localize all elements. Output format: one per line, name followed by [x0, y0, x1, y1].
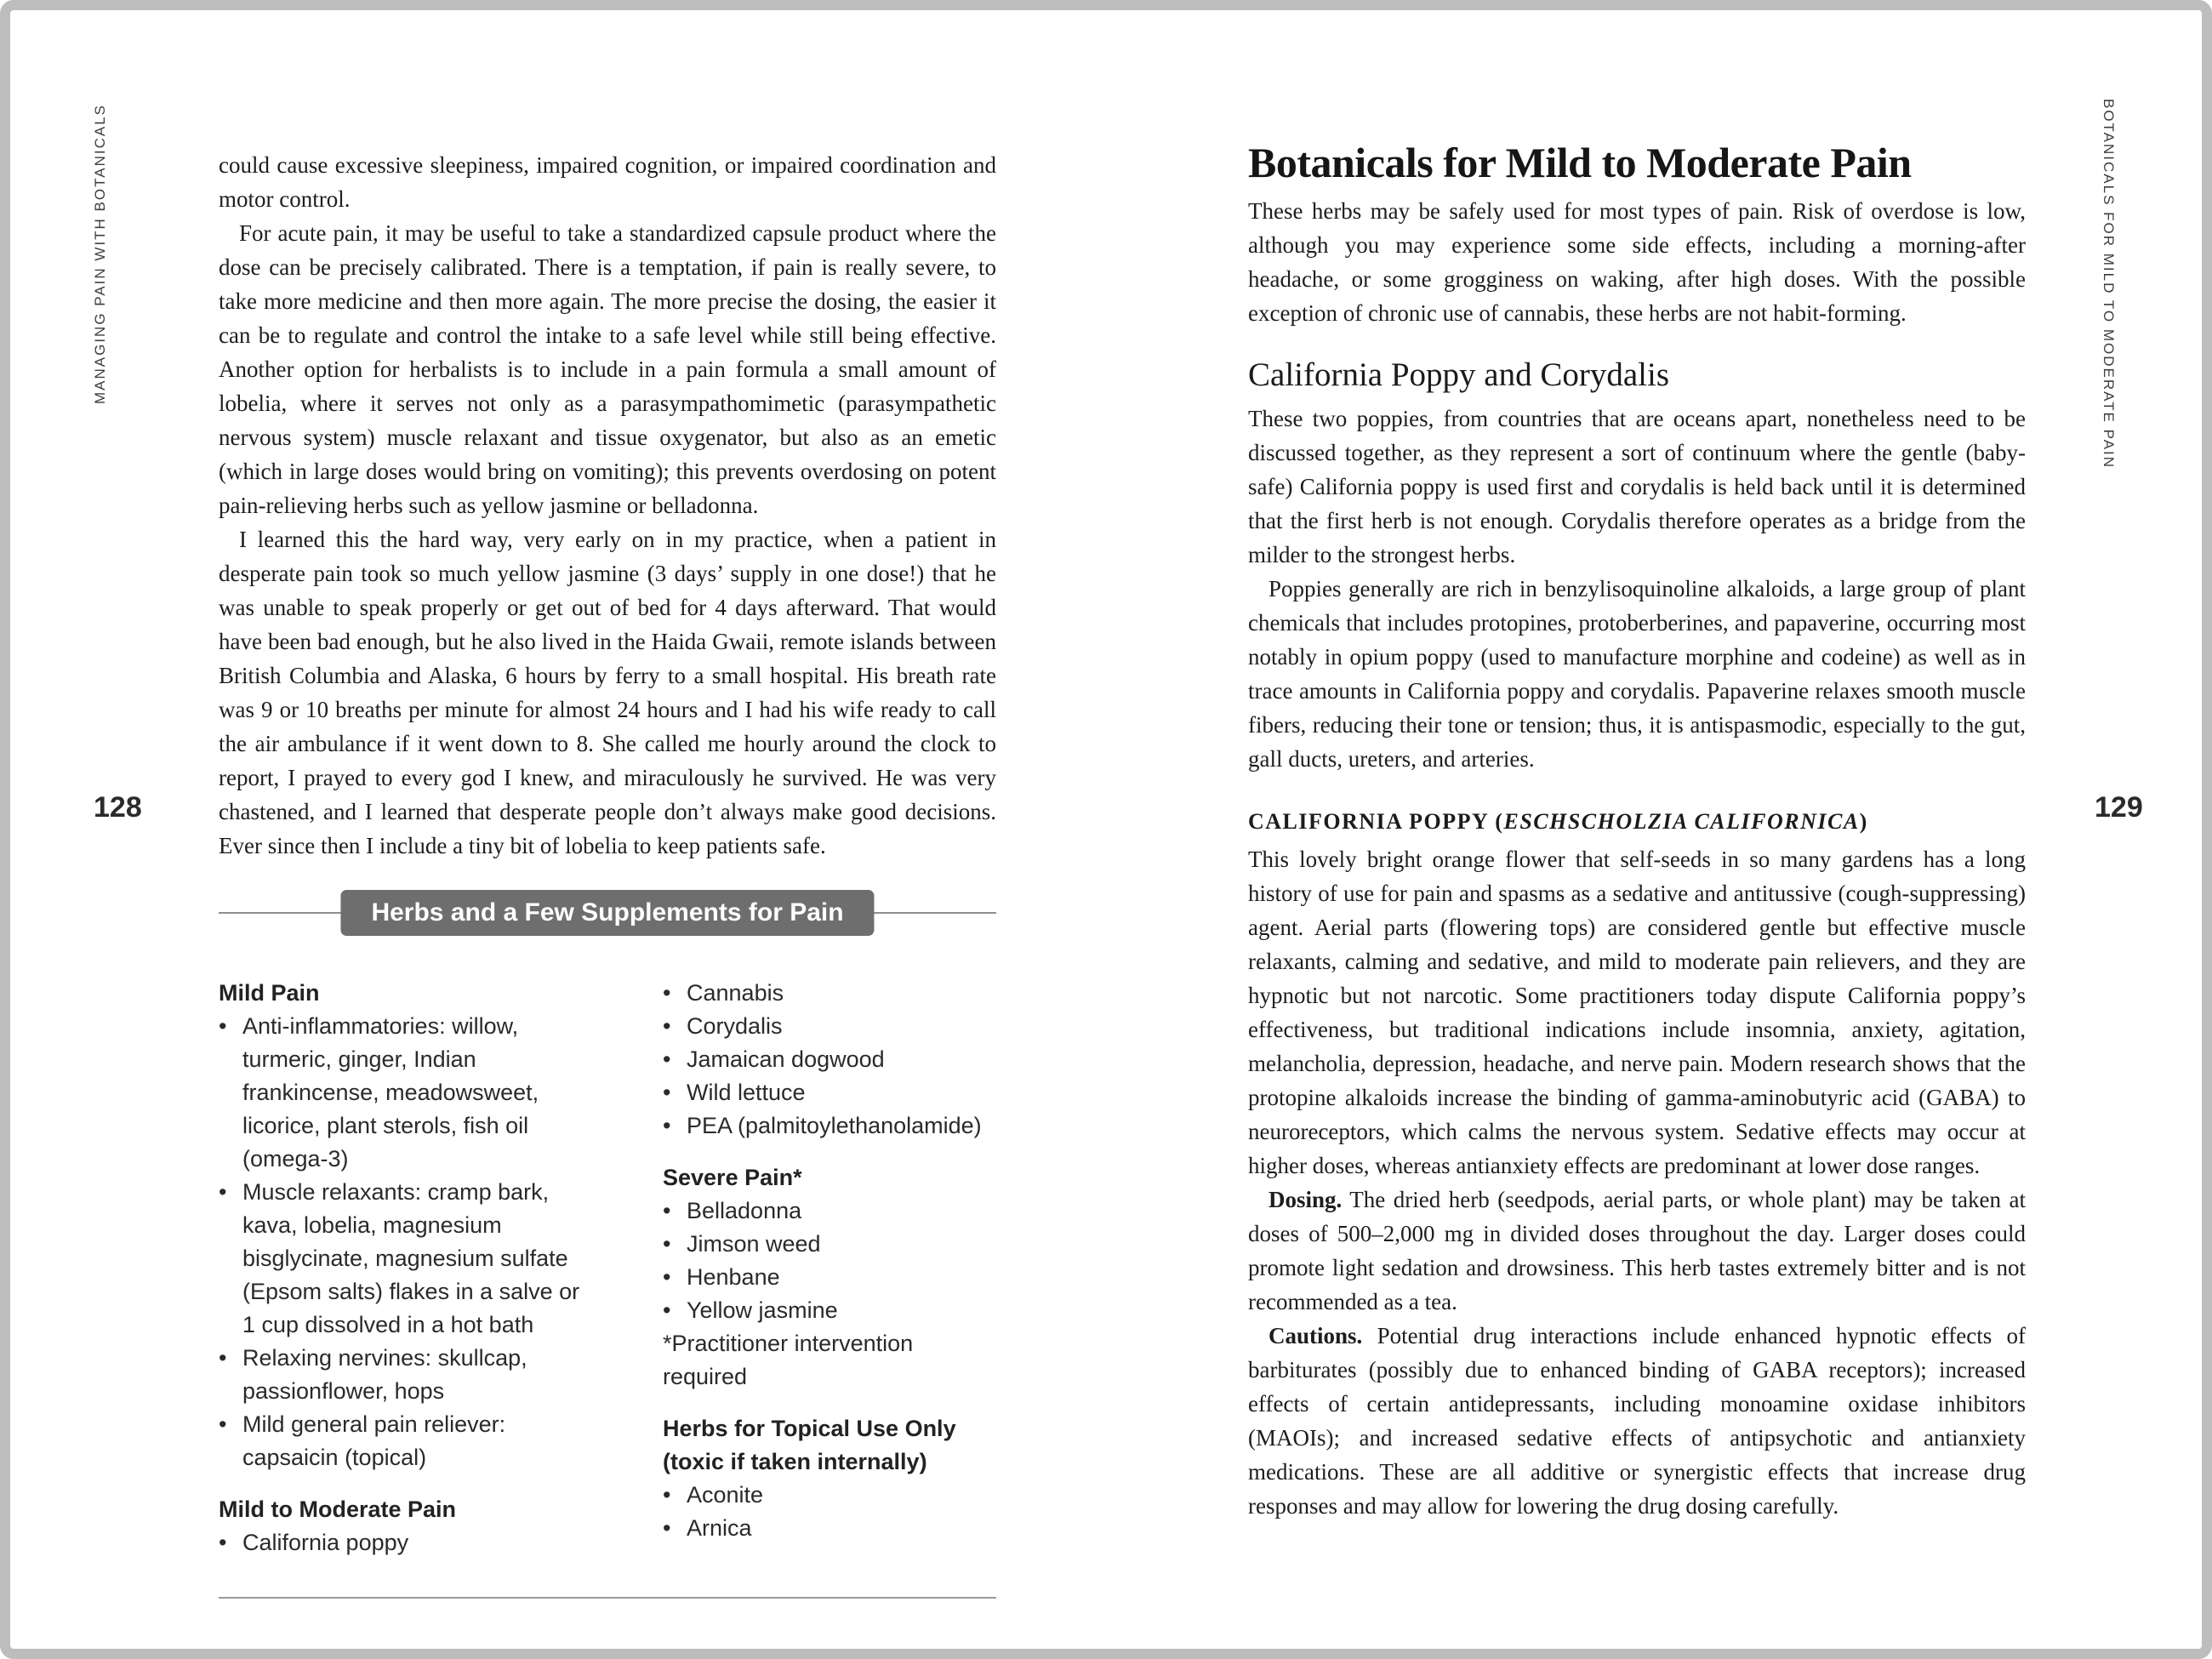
- species-latin-name: ESCHSCHOLZIA CALIFORNICA: [1503, 809, 1860, 834]
- bullet-icon: [663, 1479, 687, 1512]
- list-item-text: Relaxing nervines: skullcap, passionflower, hops: [242, 1345, 527, 1404]
- bullet-icon: [219, 1342, 242, 1408]
- list-item-text: California poppy: [242, 1530, 409, 1555]
- list-item: [663, 1512, 996, 1545]
- list-item: [219, 1408, 595, 1474]
- paragraph: For acute pain, it may be useful to take a standardized capsule product where the dose can be precisely calibrated. There is a temptation, if pain is really severe, to take more medicine and then more again. The more precise the dosing, the easier it can be to regulate and control the intake to a safe level while still being effective. Another option for herbalists is to include in a pain formula a small amount of lobelia, where it serves not only as a parasympathomimetic (parasympathetic nervous system) muscle relaxant and tissue oxygenator, but also as an emetic (which in large doses would bring on vomiting); this prevents overdosing on potent pain-relieving herbs such as yellow jasmine or belladonna.: [219, 220, 996, 518]
- cautions-text: Potential drug interactions include enhanced hypnotic effects of barbiturates (possibly due to enhanced binding of GABA receptors); increased effects of certain antidepressants, including monoamine oxidase inhibitors (MAOIs); and increased sedative effects of antipsychotic and antianxiety medications. These are all additive or synergistic effects that increase drug responses and may allow for lowering the drug dosing carefully.: [1248, 1323, 2026, 1519]
- cautions-paragraph: [1248, 1319, 2026, 1523]
- species-heading: [1248, 807, 2026, 837]
- left-running-head: MANAGING PAIN WITH BOTANICALS: [92, 104, 108, 405]
- list-item: [219, 1526, 595, 1559]
- list-item: [663, 1010, 996, 1043]
- list-item-text: Arnica: [687, 1515, 752, 1541]
- bullet-icon: [663, 1261, 687, 1294]
- list-item: [663, 1294, 996, 1327]
- list-item: [663, 1194, 996, 1228]
- bullet-icon: [219, 1010, 242, 1176]
- list-item-text: Corydalis: [687, 1013, 783, 1039]
- paragraph: Poppies generally are rich in benzylisoquinoline alkaloids, a large group of plant chemicals that includes protopines, protoberberines, and papaverine, occurring most notably in opium poppy (used to manufacture morphine and codeine) as well as in trace amounts in California poppy and corydalis. Papaverine relaxes smooth muscle fibers, reducing their tone or tension; thus, it is antispasmodic, especially to the gut, gall ducts, ureters, and arteries.: [1248, 576, 2026, 772]
- bullet-icon: [219, 1176, 242, 1342]
- bullet-icon: [663, 1010, 687, 1043]
- paragraph: could cause excessive sleepiness, impaired cognition, or impaired coordination and motor control.: [219, 152, 996, 212]
- dosing-paragraph: [1248, 1183, 2026, 1319]
- section-heading: California Poppy and Corydalis: [1248, 356, 1670, 393]
- paragraph: I learned this the hard way, very early on in my practice, when a patient in desperate pain took so much yellow jasmine (3 days’ supply in one dose!) that he was unable to speak properly or get out of bed for 4 days afterward. That would have been bad enough, but he also lived in the Haida Gwaii, remote islands between British Columbia and Alaska, 6 hours by ferry to a small hospital. His breath rate was 9 or 10 breaths per minute for almost 24 hours and I had his wife ready to call the air ambulance if it went down to 8. She called me hourly around the clock to report, I prayed to every god I knew, and miraculously he survived. He was very chastened, and I learned that desperate people don’t always make good decisions. Ever since then I include a tiny bit of lobelia to keep patients safe.: [219, 527, 996, 858]
- list-item: [219, 1010, 595, 1176]
- dosing-text: The dried herb (seedpods, aerial parts, or whole plant) may be taken at doses of 500–2,000 mg in divided doses throughout the day. Larger doses could promote light sedation and drowsiness. This herb tastes extremely bitter and is not recommended as a tea.: [1248, 1187, 2026, 1314]
- list-item-text: Mild general pain reliever: capsaicin (topical): [242, 1411, 506, 1470]
- bullet-icon: [663, 1194, 687, 1228]
- species-heading-suffix: ): [1859, 809, 1868, 834]
- bullet-icon: [663, 1043, 687, 1076]
- list-item-text: Cannabis: [687, 980, 784, 1006]
- list-heading-severe-pain: Severe Pain*: [663, 1165, 802, 1190]
- cautions-label: Cautions.: [1268, 1323, 1363, 1348]
- right-page-number: 129: [2095, 791, 2143, 824]
- bullet-icon: [663, 1294, 687, 1327]
- list-item-text: Jamaican dogwood: [687, 1046, 885, 1072]
- paragraph: These two poppies, from countries that are oceans apart, nonetheless need to be discussed together, as they represent a sort of continuum where the gentle (baby-safe) California poppy is used first and corydalis is held back until it is determined that the first herb is not enough. Corydalis therefore operates as a bridge from the milder to the strongest herbs.: [1248, 406, 2026, 567]
- list-item: [663, 1261, 996, 1294]
- list-heading-mild-pain: Mild Pain: [219, 980, 320, 1006]
- herb-list-columns: [219, 977, 996, 1559]
- list-item-text: Wild lettuce: [687, 1080, 806, 1105]
- list-item: [219, 1342, 595, 1408]
- bullet-icon: [663, 1109, 687, 1143]
- list-item-text: Anti-inflammatories: willow, turmeric, ginger, Indian frankincense, meadowsweet, licorice, plant sterols, fish oil (omega-3): [242, 1013, 539, 1172]
- box-title: Herbs and a Few Supplements for Pain: [340, 890, 874, 936]
- list-item: [663, 977, 996, 1010]
- paragraph: These herbs may be safely used for most types of pain. Risk of overdose is low, although you may experience some side effects, including a morning-after headache, or some grogginess on waking, after high doses. With the possible exception of chronic use of cannabis, these herbs are not habit-forming.: [1248, 198, 2026, 326]
- list-item-text: Jimson weed: [687, 1231, 821, 1257]
- bullet-icon: [663, 977, 687, 1010]
- bullet-icon: [663, 1228, 687, 1261]
- practitioner-note: *Practitioner intervention required: [663, 1331, 914, 1389]
- list-item: [663, 1076, 996, 1109]
- list-item: [663, 1043, 996, 1076]
- list-heading-topical-use-subtitle: (toxic if taken internally): [663, 1449, 927, 1474]
- list-item-text: Yellow jasmine: [687, 1297, 838, 1323]
- left-page-number: 128: [94, 791, 142, 824]
- dosing-label: Dosing.: [1268, 1187, 1343, 1212]
- left-page-body: [219, 148, 996, 1599]
- paragraph: This lovely bright orange flower that self-seeds in so many gardens has a long history of use for pain and spasms as a sedative and antitussive (cough-suppressing) agent. Aerial parts (flowering tops) are considered gentle but effective muscle relaxants, calming and sedative, and mild to moderate pain relievers, and they are hypnotic but not narcotic. Some practitioners today dispute California poppy’s effectiveness, but traditional indications include insomnia, anxiety, agitation, melancholia, depression, headache, and nerve pain. Modern research shows that the protopine alkaloids increase the binding of gamma-aminobutyric acid (GABA) to neuroreceptors, which calms the nervous system. Sedative effects may occur at higher doses, whereas antianxiety effects are predominant at lower dose ranges.: [1248, 847, 2026, 1178]
- list-item: [663, 1479, 996, 1512]
- list-item-text: Aconite: [687, 1482, 764, 1508]
- right-page-body: [1248, 138, 2026, 1523]
- list-item: [219, 1176, 595, 1342]
- bullet-icon: [219, 1408, 242, 1474]
- list-item-text: Muscle relaxants: cramp bark, kava, lobelia, magnesium bisglycinate, magnesium sulfate (Epsom salts) flakes in a salve or 1 cup dissolved in a hot bath: [242, 1179, 580, 1337]
- divider-line: [219, 1597, 996, 1599]
- chapter-title: Botanicals for Mild to Moderate Pain: [1248, 139, 1912, 186]
- bullet-icon: [663, 1076, 687, 1109]
- right-running-head: BOTANICALS FOR MILD TO MODERATE PAIN: [2101, 99, 2117, 470]
- list-heading-topical-use: Herbs for Topical Use Only: [663, 1416, 956, 1441]
- herb-list-column-right: [663, 977, 996, 1559]
- bullet-icon: [663, 1512, 687, 1545]
- list-heading-mild-to-moderate-pain: Mild to Moderate Pain: [219, 1497, 457, 1522]
- box-title-bar: [219, 890, 996, 936]
- list-item-text: Belladonna: [687, 1198, 802, 1223]
- species-heading-prefix: CALIFORNIA POPPY (: [1248, 809, 1504, 834]
- bullet-icon: [219, 1526, 242, 1559]
- list-item: [663, 1228, 996, 1261]
- herb-list-column-left: [219, 977, 595, 1559]
- list-item-text: Henbane: [687, 1264, 780, 1290]
- list-item: [663, 1109, 996, 1143]
- list-item-text: PEA (palmitoylethanolamide): [687, 1113, 982, 1138]
